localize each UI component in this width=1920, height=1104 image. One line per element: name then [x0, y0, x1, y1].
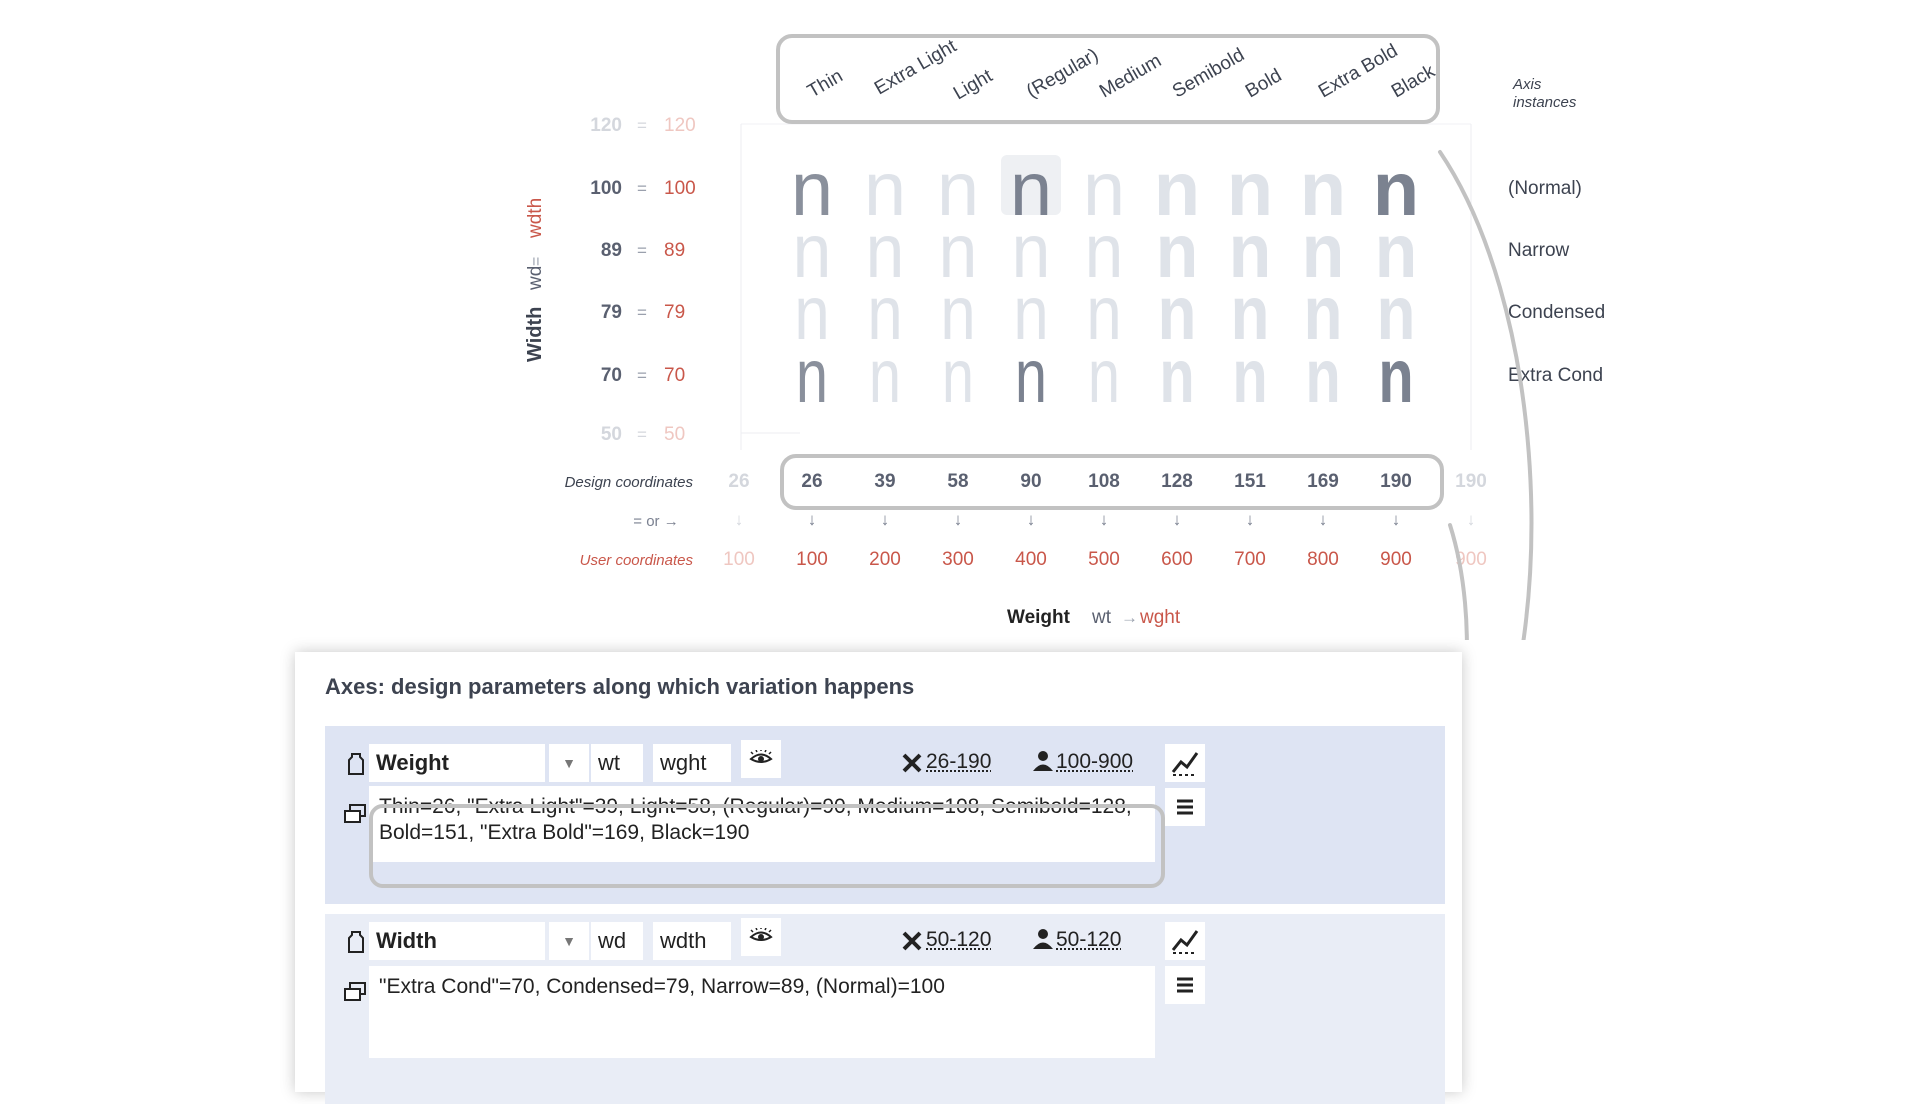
menu-button[interactable] [1165, 966, 1205, 1004]
axis-name-dropdown[interactable]: ▼ [549, 744, 589, 782]
glyph-instance: n [940, 269, 976, 356]
glyph-instance: n [868, 334, 902, 419]
width-axis-short-tag: wd [525, 265, 546, 290]
axis-tag-icon [347, 752, 365, 781]
width-design-value: 50 [600, 424, 622, 445]
glyph-instance: n [1378, 334, 1414, 419]
instance-label: Black [1388, 60, 1439, 103]
instance-label: Extra Bold [1315, 40, 1402, 103]
glyph-instance: n [1376, 269, 1416, 356]
pencil-curve-outer [1330, 152, 1531, 640]
glyph-instance: n [1301, 209, 1345, 294]
weight-design-value: 169 [1307, 471, 1339, 492]
weight-user-value: 500 [1088, 549, 1120, 570]
axis-tag-field[interactable]: wght [653, 744, 731, 782]
axis-name-field[interactable]: Width [369, 922, 545, 960]
design-coords-icon [901, 930, 923, 957]
instance-label: Extra Light [871, 35, 961, 100]
glyph-instance: n [865, 209, 905, 294]
arrow-down-icon: ↓ [1391, 510, 1401, 529]
pencil-curve-inner [1345, 525, 1467, 640]
axes-panel [295, 652, 1462, 1092]
panel-title: Axes: design parameters along which variation happens [325, 674, 915, 699]
instance-label: (Regular) [1023, 44, 1103, 103]
user-icon [1032, 928, 1054, 955]
glyph-instance: n [1232, 334, 1268, 419]
arrow-down-icon: ↓ [880, 510, 890, 529]
weight-design-value: 26 [801, 471, 823, 492]
equals-sign: = [637, 116, 647, 135]
weight-design-value: 190 [1380, 471, 1412, 492]
width-instance-name: Extra Cond [1508, 365, 1604, 386]
equals-sign: = [637, 303, 647, 322]
glyph-instance: n [1013, 269, 1049, 356]
instances-textarea[interactable]: "Extra Cond"=70, Condensed=79, Narrow=89, (Normal)=100 [369, 966, 1155, 1058]
weight-user-value: 800 [1307, 549, 1339, 570]
width-user-value: 100 [664, 178, 696, 199]
axis-short-tag-field[interactable]: wt [591, 744, 643, 782]
glyph-instance: n [1011, 209, 1051, 294]
width-design-value: 89 [600, 240, 622, 261]
axis-tag-field[interactable]: wdth [653, 922, 731, 960]
user-icon [1032, 750, 1054, 777]
axis-short-tag-field[interactable]: wd [591, 922, 643, 960]
width-instance-name: Condensed [1508, 302, 1606, 323]
glyph-instance: n [1087, 334, 1121, 419]
glyph-instance: n [1155, 209, 1199, 294]
glyph-instance: n [938, 209, 978, 294]
weight-user-value: 300 [942, 549, 974, 570]
glyph-instance: n [941, 334, 975, 419]
glyph-instance: n [1372, 147, 1420, 232]
equals-sign: = [637, 425, 647, 444]
design-range[interactable]: 26-190 [926, 750, 992, 773]
axis-row-weight [325, 726, 1445, 904]
weight-user-value: 200 [869, 549, 901, 570]
glyph-instance: n [936, 147, 980, 232]
mapping-graph-button[interactable] [1165, 922, 1205, 960]
design-range[interactable]: 50-120 [926, 928, 992, 951]
equals-sign: = [637, 366, 647, 385]
width-user-value: 70 [664, 365, 686, 386]
width-user-value: 120 [664, 115, 696, 136]
glyph-instance: n [1153, 147, 1201, 232]
visibility-toggle-icon[interactable] [741, 740, 781, 778]
width-design-value: 100 [590, 178, 622, 199]
user-range[interactable]: 50-120 [1056, 928, 1122, 951]
width-instance-name: Narrow [1508, 240, 1570, 261]
arrow-down-icon: ↓ [953, 510, 963, 529]
weight-user-value: 100 [796, 549, 828, 570]
instances-icon [343, 982, 367, 1007]
weight-axis-title: Weight [1007, 607, 1070, 628]
weight-axis-tag: wght [1140, 607, 1181, 628]
design-coords-icon [901, 752, 923, 779]
axis-tag-icon [347, 930, 365, 959]
arrow-down-icon: ↓ [1099, 510, 1109, 529]
menu-button[interactable] [1165, 788, 1205, 826]
mapping-label: = or → [633, 513, 679, 530]
instance-label: Medium [1096, 50, 1166, 103]
width-user-value: 79 [664, 302, 686, 323]
arrow-down-icon: ↓ [1172, 510, 1182, 529]
weight-axis-arrow: → [1121, 608, 1138, 627]
axis-name-dropdown[interactable]: ▼ [549, 922, 589, 960]
glyph-instance: n [794, 269, 830, 356]
glyph-instance: n [863, 147, 907, 232]
width-design-value: 120 [590, 115, 622, 136]
width-axis-eq: = [528, 256, 545, 266]
glyph-instance: n [1157, 269, 1197, 356]
axis-name-field[interactable]: Weight [369, 744, 545, 782]
weight-user-max: 900 [1455, 549, 1487, 570]
weight-design-value: 90 [1020, 471, 1042, 492]
mapping-graph-button[interactable] [1165, 744, 1205, 782]
glyph-instance: n [1009, 147, 1053, 232]
glyph-instance: n [867, 269, 903, 356]
glyph-instance: n [1226, 147, 1274, 232]
visibility-toggle-icon[interactable] [741, 918, 781, 956]
axis-instances-note: Axis [1513, 76, 1542, 93]
instances-textarea[interactable]: Thin=26, "Extra Light"=39, Light=58, (Regular)=90, Medium=108, Semibold=128, Bold=151, "Extra Bold"=169, Black=190 [369, 786, 1155, 862]
weight-user-min: 100 [723, 549, 755, 570]
width-design-value: 70 [600, 365, 622, 386]
instance-label: Thin [804, 65, 847, 103]
design-coordinates-label: Design coordinates [564, 474, 693, 491]
axis-row-width [325, 904, 1445, 1104]
arrow-down-icon: ↓ [1466, 510, 1476, 529]
instance-label: Light [950, 65, 997, 105]
instance-label: Semibold [1169, 44, 1249, 103]
glyph-instance: n [795, 334, 829, 419]
glyph-instance: n [792, 209, 832, 294]
glyph-instance: n [1230, 269, 1270, 356]
glyph-instance: n [1086, 269, 1122, 356]
weight-user-value: 700 [1234, 549, 1266, 570]
arrow-down-icon: ↓ [807, 510, 817, 529]
glyph-instance: n [1082, 147, 1126, 232]
width-axis-title: Width [524, 306, 546, 362]
width-axis-tag: wdth [525, 197, 546, 238]
glyph-instance: n [1305, 334, 1341, 419]
equals-sign: = [637, 241, 647, 260]
width-user-value: 50 [664, 424, 686, 445]
instance-label: Bold [1242, 65, 1286, 103]
glyph-instance: n [1084, 209, 1124, 294]
weight-design-value: 58 [947, 471, 969, 492]
width-instance-name: (Normal) [1508, 178, 1582, 199]
glyph-instance: n [790, 147, 834, 232]
weight-design-value: 128 [1161, 471, 1193, 492]
glyph-instance: n [1159, 334, 1195, 419]
weight-user-value: 600 [1161, 549, 1193, 570]
user-coordinates-label: User coordinates [579, 552, 693, 569]
glyph-instance: n [1014, 334, 1048, 419]
glyph-instance: n [1374, 209, 1418, 294]
arrow-down-icon: ↓ [1245, 510, 1255, 529]
user-range[interactable]: 100-900 [1056, 750, 1134, 773]
axis-instances-note: instances [1513, 94, 1577, 111]
weight-design-value: 151 [1234, 471, 1266, 492]
glyph-instance: n [1299, 147, 1347, 232]
weight-axis-short-tag: wt [1092, 607, 1111, 628]
instances-icon [343, 804, 367, 829]
weight-user-value: 400 [1015, 549, 1047, 570]
glyph-instance: n [1228, 209, 1272, 294]
width-design-value: 79 [600, 302, 622, 323]
weight-design-max: 190 [1455, 471, 1487, 492]
weight-design-min: 26 [728, 471, 750, 492]
arrow-down-icon: ↓ [1026, 510, 1036, 529]
weight-user-value: 900 [1380, 549, 1412, 570]
width-user-value: 89 [664, 240, 686, 261]
equals-sign: = [637, 179, 647, 198]
glyph-instance: n [1303, 269, 1343, 356]
weight-design-value: 108 [1088, 471, 1120, 492]
arrow-down-icon: ↓ [1318, 510, 1328, 529]
weight-design-value: 39 [874, 471, 896, 492]
arrow-down-icon: ↓ [734, 510, 744, 529]
